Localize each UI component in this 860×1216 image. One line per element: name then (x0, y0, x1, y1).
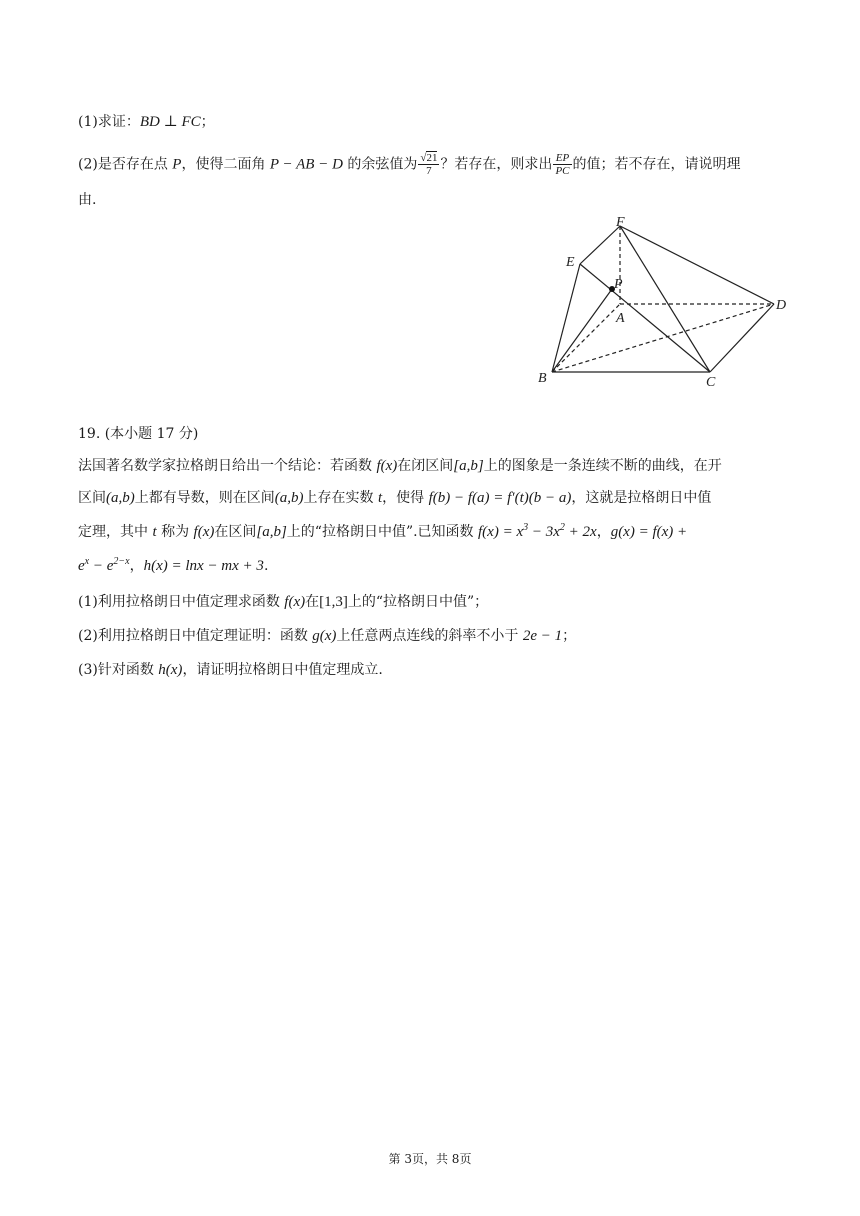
q19-subquestion-1: (1)利用拉格朗日中值定理求函数 f(x)在[1,3]上的“拉格朗日中值”； (78, 594, 489, 610)
edge-fc (620, 226, 710, 372)
label-b: B (538, 371, 547, 386)
math-bd-perp-fc: BD ⊥ FC (139, 114, 201, 130)
label-a: A (616, 311, 625, 326)
label-d: D (776, 298, 787, 313)
q19-line2: 区间(a,b)上都有导数，则在区间(a,b)上存在实数 t，使得 f(b) − f(a) = f′(t)(b − a)，这就是拉格朗日中值 (78, 490, 712, 506)
fraction-ep-over-pc: $\frac{EP}{PC}$ (555, 152, 570, 177)
edge-ec (580, 264, 710, 372)
q18-part2-continuation: 由. (78, 192, 97, 208)
math-exp-terms: $e^x - e^{2-x}$ (78, 556, 130, 574)
q19-line4: $e^x - e^{2-x}$，h(x) = lnx − mx + 3. (78, 556, 269, 574)
q19-subquestion-3: (3)针对函数 h(x)，请证明拉格朗日中值定理成立. (78, 662, 383, 678)
math-h-definition: h(x) = lnx − mx + 3 (143, 558, 264, 574)
math-f-definition: $f(x) = x^3 - 3x^2 + 2x$ (478, 522, 597, 540)
label-e: E (566, 255, 575, 270)
page-footer: 第 3页，共 8页 (388, 1152, 472, 1166)
q18-part2: (2)是否存在点 P，使得二面角 P − AB − D 的余弦值为 $\frac{√21}{7}$ ？若存在，则求出 $\frac{EP}{PC}$ 的值；若不存在，请说明理 (78, 152, 741, 177)
q19-line1: 法国著名数学家拉格朗日给出一个结论：若函数 f(x)在闭区间[a,b]上的图象是一条连续不断的曲线，在开 (78, 458, 722, 474)
math-dihedral: P − AB − D (269, 156, 343, 173)
q19-title: 19. (本小题 17 分) (78, 426, 199, 442)
label-f: F (616, 215, 625, 230)
label-p: P (614, 277, 623, 292)
edge-ef (580, 226, 620, 264)
edge-fd (620, 226, 774, 304)
fraction-sqrt21-over-7: $\frac{√21}{7}$ (420, 152, 438, 177)
geometry-figure (530, 214, 800, 394)
q18-part1: (1)求证：BD ⊥ FC； (78, 114, 215, 130)
edge-bp (552, 289, 612, 372)
q19-line3: 定理，其中 t 称为 f(x)在区间[a,b]上的“拉格朗日中值”.已知函数 $f(x) = x^3 - 3x^2 + 2x$，g(x) = f(x) + (78, 522, 688, 540)
q19-subquestion-2: (2)利用拉格朗日中值定理证明：函数 g(x)上任意两点连线的斜率不小于 2e − 1； (78, 628, 577, 644)
label-c: C (706, 375, 716, 390)
edge-bd (552, 304, 774, 372)
edge-be (552, 264, 580, 372)
math-lagrange: f(b) − f(a) = f′(t)(b − a) (428, 490, 572, 506)
